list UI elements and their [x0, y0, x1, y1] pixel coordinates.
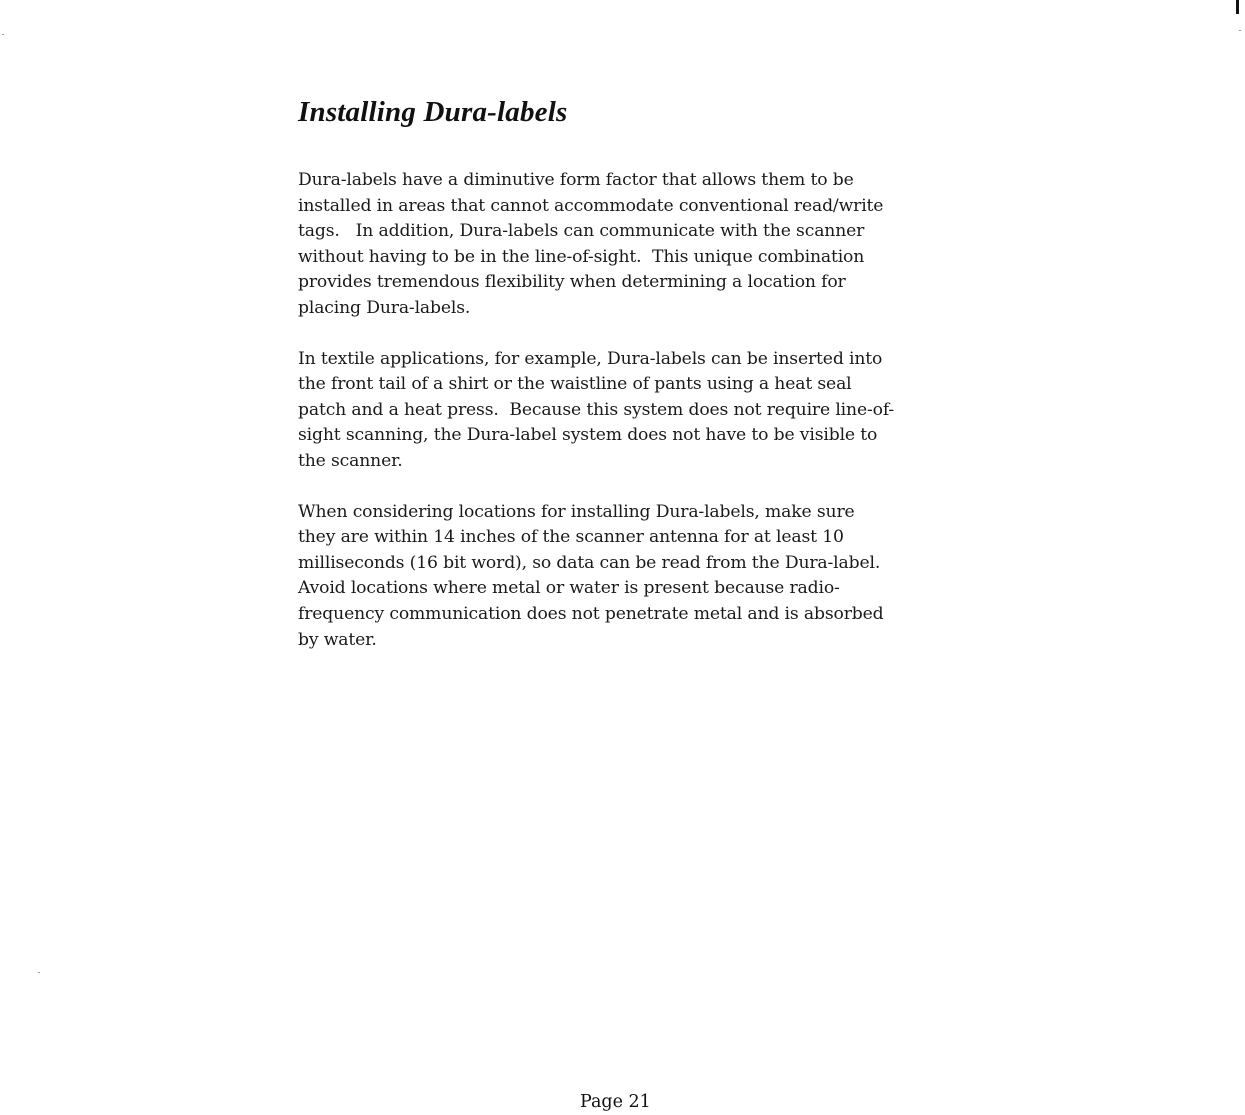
paragraph-textile: [298, 347, 938, 475]
body-text: [298, 168, 938, 678]
text-line: milliseconds (16 bit word), so data can be read from the Dura-label.: [298, 552, 881, 573]
text-line: frequency communication does not penetrate metal and is absorbed: [298, 603, 884, 624]
text-line: sight scanning, the Dura-label system does not have to be visible to: [298, 425, 878, 446]
text-line: Dura-labels have a diminutive form factor that allows them to be: [298, 170, 854, 190]
scan-artifact-mark: [1236, 0, 1239, 14]
page-title: Installing Dura-labels: [298, 96, 568, 128]
text-line: tags. In addition, Dura-labels can communicate with the scanner: [298, 221, 865, 242]
text-line: the front tail of a shirt or the waistline of pants using a heat seal: [298, 374, 852, 395]
text-line: provides tremendous flexibility when determining a location for: [298, 272, 846, 293]
scan-artifact-dot: [1239, 30, 1241, 31]
text-line: Avoid locations where metal or water is present because radio-: [298, 578, 840, 599]
text-line: without having to be in the line-of-sight. This unique combination: [298, 246, 865, 267]
text-line: patch and a heat press. Because this system does not require line-of-: [298, 399, 895, 420]
text-line: installed in areas that cannot accommodate conventional read/write: [298, 195, 884, 216]
scan-artifact-dot: [2, 34, 4, 35]
text-line: by water.: [298, 629, 377, 650]
paragraph-intro: [298, 168, 938, 322]
paragraph-locations: [298, 500, 938, 654]
scan-artifact-dot: [38, 972, 40, 973]
text-line: When considering locations for installing Dura-labels, make sure: [298, 501, 855, 522]
page-number: Page 21: [580, 1092, 651, 1112]
text-line: placing Dura-labels.: [298, 297, 471, 318]
text-line: they are within 14 inches of the scanner antenna for at least 10: [298, 527, 844, 548]
text-line: the scanner.: [298, 450, 403, 471]
text-line: In textile applications, for example, Dura-labels can be inserted into: [298, 348, 883, 369]
